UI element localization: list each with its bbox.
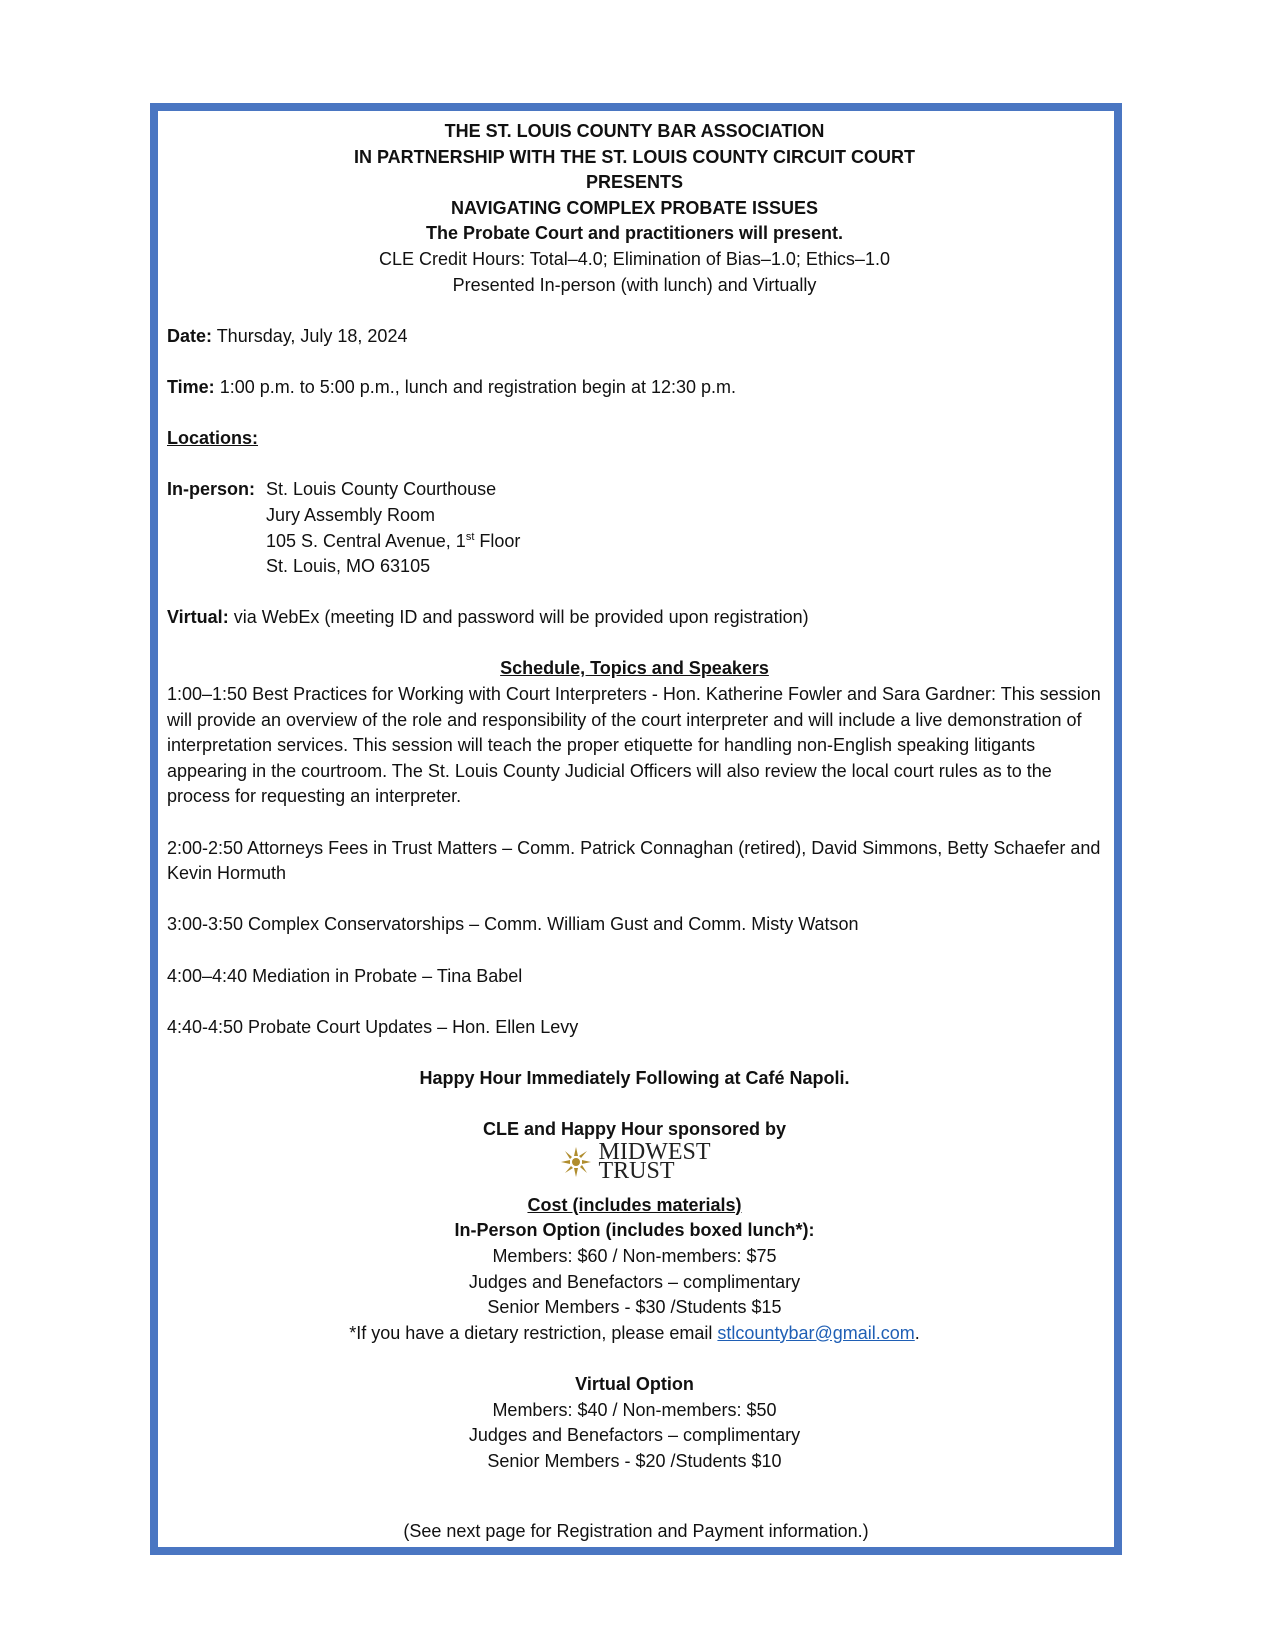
flyer-border [150, 103, 1122, 1555]
inperson-price-line: Members: $60 / Non-members: $75 [492, 1245, 777, 1266]
address-line-2: Jury Assembly Room [266, 504, 436, 525]
midwest-trust-logo [167, 1138, 1102, 1184]
date-value: Thursday, July 18, 2024 [212, 325, 408, 346]
address-line-3: 105 S. Central Avenue, 1st Floor [266, 530, 521, 551]
email-link[interactable]: stlcountybar@gmail.com [717, 1322, 915, 1343]
virtual-label: Virtual: [167, 607, 229, 628]
schedule-heading: Schedule, Topics and Speakers [500, 658, 769, 679]
event-title: NAVIGATING COMPLEX PROBATE ISSUES [450, 197, 819, 218]
happy-hour-line: Happy Hour Immediately Following at Café Napoli. [419, 1067, 850, 1088]
format-line: Presented In-person (with lunch) and Virtually [452, 274, 817, 295]
schedule-item: 1:00–1:50 Best Practices for Working with Court Interpreters - Hon. Katherine Fowler and Sara Gardner: This session will provide an overview of the role and responsibility of the court interpreter and will include a live demonstration of interpretation services. This session will teach the proper etiquette for handling non-English speaking litigants appearing in the courtroom. The St. Louis County Judicial Officers will also review the local court rules as to the process for requesting an interpreter. [167, 684, 1101, 807]
schedule-item: 2:00-2:50 Attorneys Fees in Trust Matters – Comm. Patrick Connaghan (retired), David Simmons, Betty Schaefer and Kevin Hormuth [167, 837, 1101, 884]
logo-wordmark: MIDWEST TRUST [598, 1138, 711, 1184]
schedule-item: 4:40-4:50 Probate Court Updates – Hon. Ellen Levy [167, 1016, 579, 1037]
inperson-location [167, 477, 1102, 503]
presents-line: PRESENTS [585, 172, 684, 193]
partnership-line: IN PARTNERSHIP WITH THE ST. LOUIS COUNTY CIRCUIT COURT [353, 146, 915, 167]
org-name: THE ST. LOUIS COUNTY BAR ASSOCIATION [444, 121, 825, 141]
address-line-4: St. Louis, MO 63105 [266, 556, 431, 577]
inperson-price-line: Judges and Benefactors – complimentary [468, 1271, 801, 1292]
schedule-item: 3:00-3:50 Complex Conservatorships – Comm. William Gust and Comm. Misty Watson [167, 914, 859, 935]
flyer-content [158, 119, 1114, 1474]
cle-credit-line: CLE Credit Hours: Total–4.0; Elimination of Bias–1.0; Ethics–1.0 [379, 248, 890, 269]
virtual-option-heading: Virtual Option [575, 1373, 694, 1394]
date-line [167, 324, 1102, 350]
inperson-option-heading: In-Person Option (includes boxed lunch*): [454, 1220, 815, 1241]
address-line-1: St. Louis County Courthouse [266, 479, 497, 500]
inperson-price-line: Senior Members - $30 /Students $15 [487, 1297, 782, 1318]
next-page-note: (See next page for Registration and Payment information.) [403, 1521, 869, 1542]
cost-heading: Cost (includes materials) [527, 1194, 742, 1215]
virtual-location [167, 605, 1102, 631]
virtual-price-line: Senior Members - $20 /Students $10 [487, 1450, 782, 1471]
sunburst-logo-icon [559, 1145, 593, 1179]
time-value: 1:00 p.m. to 5:00 p.m., lunch and registration begin at 12:30 p.m. [214, 376, 737, 397]
time-line [167, 375, 1102, 401]
virtual-value: via WebEx (meeting ID and password will be provided upon registration) [228, 607, 809, 628]
time-label: Time: [167, 376, 215, 397]
dietary-note: *If you have a dietary restriction, please email stlcountybar@gmail.com. [349, 1322, 920, 1343]
locations-heading: Locations: [167, 428, 259, 449]
event-subtitle: The Probate Court and practitioners will present. [425, 223, 844, 244]
sponsor-line: CLE and Happy Hour sponsored by [482, 1119, 787, 1140]
virtual-price-line: Members: $40 / Non-members: $50 [492, 1399, 777, 1420]
date-label: Date: [167, 325, 213, 346]
inperson-label: In-person: [167, 479, 255, 500]
virtual-price-line: Judges and Benefactors – complimentary [468, 1425, 801, 1446]
schedule-item: 4:00–4:40 Mediation in Probate – Tina Babel [167, 965, 523, 986]
